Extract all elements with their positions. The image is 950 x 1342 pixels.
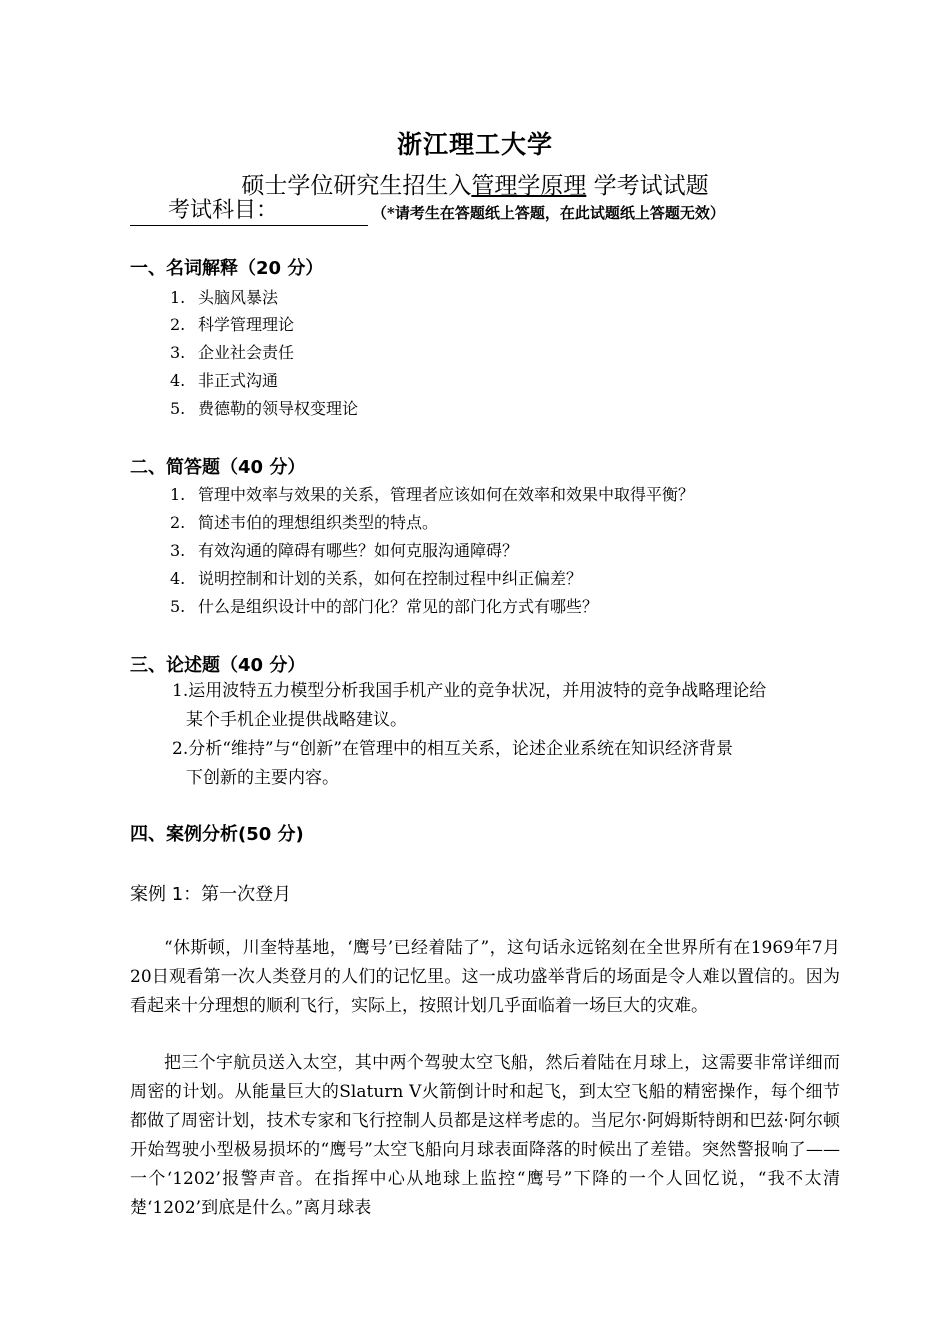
item-number: 5. bbox=[170, 597, 186, 616]
item-number: 2. bbox=[170, 513, 186, 532]
exam-title-prefix: 硕士学位研究生招生入 bbox=[241, 173, 472, 199]
item-number: 3. bbox=[170, 343, 186, 362]
item-text-continued: 某个手机企业提供战略建议。 bbox=[186, 710, 407, 730]
item-number: 2. bbox=[172, 739, 189, 759]
item-text: 头脑风暴法 bbox=[198, 288, 279, 307]
list-item bbox=[170, 566, 582, 589]
item-number: 2. bbox=[170, 315, 186, 334]
item-text: 简述韦伯的理想组织类型的特点。 bbox=[198, 513, 439, 532]
list-item bbox=[170, 368, 278, 391]
list-item bbox=[170, 312, 294, 335]
item-text: 说明控制和计划的关系，如何在控制过程中纠正偏差？ bbox=[198, 569, 583, 588]
item-text: 分析“维持”与“创新”在管理中的相互关系，论述企业系统在知识经济背景 bbox=[188, 739, 733, 759]
item-number: 1. bbox=[170, 485, 186, 504]
list-item bbox=[170, 285, 278, 308]
item-text: 非正式沟通 bbox=[198, 371, 279, 390]
item-text: 运用波特五力模型分析我国手机产业的竞争状况，并用波特的竞争战略理论给 bbox=[188, 681, 767, 701]
essay-line bbox=[172, 735, 840, 764]
item-number: 4. bbox=[170, 569, 186, 588]
item-text: 有效沟通的障碍有哪些？如何克服沟通障碍？ bbox=[198, 541, 519, 560]
section-heading: 二、简答题（40 分） bbox=[130, 457, 306, 478]
list-item bbox=[170, 510, 438, 533]
list-item bbox=[170, 538, 518, 561]
case-paragraph: “休斯顿，川奎特基地，‘鹰号’已经着陆了”，这句话永远铭刻在全世界所有在1969年7月20日观看第一次人类登月的人们的记忆里。这一成功盛举背后的场面是令人难以置信的。因为看起来十分理想的顺利飞行，实际上，按照计划几乎面临着一场巨大的灾难。 bbox=[130, 938, 840, 1016]
course-name: 管理学原理 bbox=[471, 173, 587, 199]
item-number: 3. bbox=[170, 541, 186, 560]
item-text: 什么是组织设计中的部门化？常见的部门化方式有哪些？ bbox=[198, 597, 599, 616]
essay-line bbox=[172, 677, 840, 706]
essay-question bbox=[172, 735, 840, 793]
item-text: 企业社会责任 bbox=[198, 343, 295, 362]
answer-notice: （*请考生在答题纸上答题，在此试题纸上答题无效） bbox=[372, 204, 725, 222]
item-text: 费德勒的领导权变理论 bbox=[198, 399, 359, 418]
section-heading: 三、论述题（40 分） bbox=[130, 655, 306, 676]
item-text-continued: 下创新的主要内容。 bbox=[186, 768, 339, 788]
item-text: 管理中效率与效果的关系，管理者应该如何在效率和效果中取得平衡？ bbox=[198, 485, 695, 504]
item-number: 4. bbox=[170, 371, 186, 390]
item-number: 1. bbox=[170, 288, 186, 307]
item-number: 1. bbox=[172, 681, 189, 701]
list-item bbox=[170, 594, 598, 617]
exam-title bbox=[0, 167, 950, 200]
exam-title-suffix: 学考试试题 bbox=[586, 173, 709, 199]
list-item bbox=[170, 482, 694, 505]
essay-question bbox=[172, 677, 840, 735]
item-text: 科学管理理论 bbox=[198, 315, 295, 334]
section-heading: 一、名词解释（20 分） bbox=[130, 258, 324, 279]
list-item bbox=[170, 396, 358, 419]
case-title: 案例 1：第一次登月 bbox=[130, 884, 292, 905]
item-number: 5. bbox=[170, 399, 186, 418]
case-paragraph: 把三个宇航员送入太空，其中两个驾驶太空飞船，然后着陆在月球上，这需要非常详细而周密的计划。从能量巨大的Slaturn V火箭倒计时和起飞，到太空飞船的精密操作，每个细节都做了周密计划，技术专家和飞行控制人员都是这样考虑的。当尼尔·阿姆斯特朗和巴兹·阿尔顿开始驾驶小型极易损坏的“鹰号”太空飞船向月球表面降落的时候出了差错。突然警报响了——一个‘1202’报警声音。在指挥中心从地球上监控“鹰号”下降的一个人回忆说，“我不太清楚‘1202’到底是什么。”离月球表 bbox=[130, 1053, 840, 1218]
university-name: 浙江理工大学 bbox=[396, 130, 553, 159]
subject-label: 考试科目： bbox=[130, 197, 368, 226]
list-item bbox=[170, 340, 294, 363]
section-heading: 四、案例分析(50 分) bbox=[130, 824, 304, 845]
